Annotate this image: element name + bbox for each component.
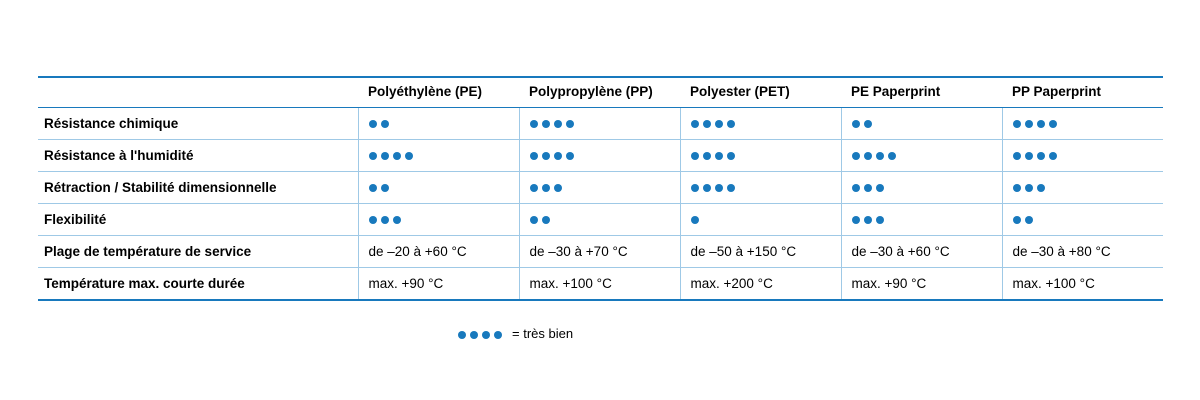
rating-dots	[530, 149, 670, 163]
table-cell: max. +100 °C	[519, 268, 680, 301]
rating-dots	[530, 213, 670, 227]
table-header	[38, 77, 1163, 108]
column-header-5: PP Paperprint	[1002, 77, 1163, 108]
rating-dots	[369, 181, 509, 195]
rating-dot	[727, 152, 735, 160]
rating-dot	[1049, 120, 1057, 128]
table-row	[38, 108, 1163, 140]
table-cell	[841, 140, 1002, 172]
rating-dots	[530, 181, 670, 195]
column-header-4: PE Paperprint	[841, 77, 1002, 108]
column-header-2: Polypropylène (PP)	[519, 77, 680, 108]
table-cell	[519, 108, 680, 140]
table-cell	[519, 172, 680, 204]
table-cell: de –30 à +70 °C	[519, 236, 680, 268]
rating-dot	[393, 152, 401, 160]
rating-dot	[864, 152, 872, 160]
rating-dots	[1013, 149, 1154, 163]
rating-dot	[494, 331, 502, 339]
rating-dot	[381, 120, 389, 128]
rating-dot	[691, 184, 699, 192]
rating-dot	[369, 120, 377, 128]
table-body	[38, 108, 1163, 301]
rating-dot	[852, 184, 860, 192]
rating-dot	[458, 331, 466, 339]
rating-dot	[554, 152, 562, 160]
table-cell: de –30 à +60 °C	[841, 236, 1002, 268]
rating-dots	[369, 117, 509, 131]
material-comparison-table	[38, 76, 1163, 301]
table-row	[38, 172, 1163, 204]
rating-dot	[554, 120, 562, 128]
column-header-0	[38, 77, 358, 108]
row-label: Rétraction / Stabilité dimensionnelle	[38, 172, 358, 204]
rating-dot	[369, 216, 377, 224]
table-cell	[519, 140, 680, 172]
table-cell	[1002, 172, 1163, 204]
table-cell	[358, 108, 519, 140]
rating-dot	[542, 216, 550, 224]
row-label: Flexibilité	[38, 204, 358, 236]
rating-dot	[876, 184, 884, 192]
table-cell	[841, 108, 1002, 140]
rating-dots	[691, 181, 831, 195]
legend-rating-dots	[458, 327, 506, 340]
table-cell: de –50 à +150 °C	[680, 236, 841, 268]
table-cell	[680, 140, 841, 172]
rating-dot	[852, 120, 860, 128]
table-cell	[680, 108, 841, 140]
table-header-row	[38, 77, 1163, 108]
rating-dot	[1037, 152, 1045, 160]
rating-dot	[691, 120, 699, 128]
rating-dot	[482, 331, 490, 339]
rating-dot	[703, 152, 711, 160]
rating-dot	[381, 184, 389, 192]
rating-dots	[1013, 117, 1154, 131]
rating-dot	[369, 152, 377, 160]
rating-dot	[1037, 184, 1045, 192]
rating-dot	[542, 152, 550, 160]
rating-dot	[1025, 120, 1033, 128]
rating-dot	[530, 184, 538, 192]
row-label: Plage de température de service	[38, 236, 358, 268]
table-cell	[841, 172, 1002, 204]
rating-dot	[381, 216, 389, 224]
table-cell: max. +100 °C	[1002, 268, 1163, 301]
rating-dot	[852, 216, 860, 224]
rating-dot	[703, 120, 711, 128]
rating-dot	[1013, 120, 1021, 128]
rating-dot	[530, 152, 538, 160]
rating-dot	[1025, 184, 1033, 192]
rating-dot	[381, 152, 389, 160]
rating-dot	[852, 152, 860, 160]
rating-dot	[876, 216, 884, 224]
rating-dot	[691, 152, 699, 160]
legend	[38, 326, 1163, 341]
rating-dot	[530, 120, 538, 128]
rating-dot	[542, 184, 550, 192]
rating-dots	[369, 213, 509, 227]
table-cell: de –20 à +60 °C	[358, 236, 519, 268]
table-cell	[519, 204, 680, 236]
rating-dots	[1013, 213, 1154, 227]
rating-dot	[703, 184, 711, 192]
rating-dot	[566, 152, 574, 160]
comparison-table-container	[38, 76, 1163, 301]
table-cell	[841, 204, 1002, 236]
rating-dot	[369, 184, 377, 192]
rating-dot	[554, 184, 562, 192]
table-row	[38, 140, 1163, 172]
table-cell	[358, 172, 519, 204]
rating-dots	[852, 181, 992, 195]
rating-dot	[691, 216, 699, 224]
legend-label: = très bien	[512, 326, 574, 341]
rating-dots	[852, 213, 992, 227]
table-row	[38, 268, 1163, 301]
rating-dot	[393, 216, 401, 224]
column-header-3: Polyester (PET)	[680, 77, 841, 108]
table-row	[38, 204, 1163, 236]
rating-dot	[727, 120, 735, 128]
rating-dot	[1013, 184, 1021, 192]
table-cell	[1002, 140, 1163, 172]
table-cell	[358, 204, 519, 236]
rating-dots	[691, 117, 831, 131]
legend-inner	[458, 326, 573, 341]
rating-dot	[876, 152, 884, 160]
rating-dot	[1025, 216, 1033, 224]
rating-dot	[405, 152, 413, 160]
rating-dot	[715, 184, 723, 192]
rating-dots	[852, 117, 992, 131]
row-label: Résistance chimique	[38, 108, 358, 140]
rating-dot	[470, 331, 478, 339]
table-cell: max. +200 °C	[680, 268, 841, 301]
rating-dots	[1013, 181, 1154, 195]
rating-dots	[691, 149, 831, 163]
rating-dots	[369, 149, 509, 163]
table-cell	[358, 140, 519, 172]
rating-dot	[715, 120, 723, 128]
rating-dots	[691, 213, 831, 227]
rating-dot	[1013, 152, 1021, 160]
row-label: Température max. courte durée	[38, 268, 358, 301]
rating-dot	[1025, 152, 1033, 160]
rating-dot	[864, 120, 872, 128]
rating-dot	[864, 184, 872, 192]
table-cell	[680, 204, 841, 236]
rating-dot	[566, 120, 574, 128]
table-cell	[1002, 204, 1163, 236]
rating-dot	[542, 120, 550, 128]
rating-dot	[1049, 152, 1057, 160]
column-header-1: Polyéthylène (PE)	[358, 77, 519, 108]
rating-dot	[1037, 120, 1045, 128]
rating-dot	[888, 152, 896, 160]
rating-dot	[1013, 216, 1021, 224]
rating-dot	[864, 216, 872, 224]
table-cell	[1002, 108, 1163, 140]
table-cell: max. +90 °C	[358, 268, 519, 301]
rating-dots	[530, 117, 670, 131]
table-cell: de –30 à +80 °C	[1002, 236, 1163, 268]
table-cell	[680, 172, 841, 204]
row-label: Résistance à l'humidité	[38, 140, 358, 172]
table-cell: max. +90 °C	[841, 268, 1002, 301]
rating-dots	[852, 149, 992, 163]
rating-dot	[530, 216, 538, 224]
rating-dot	[727, 184, 735, 192]
rating-dot	[715, 152, 723, 160]
table-row	[38, 236, 1163, 268]
